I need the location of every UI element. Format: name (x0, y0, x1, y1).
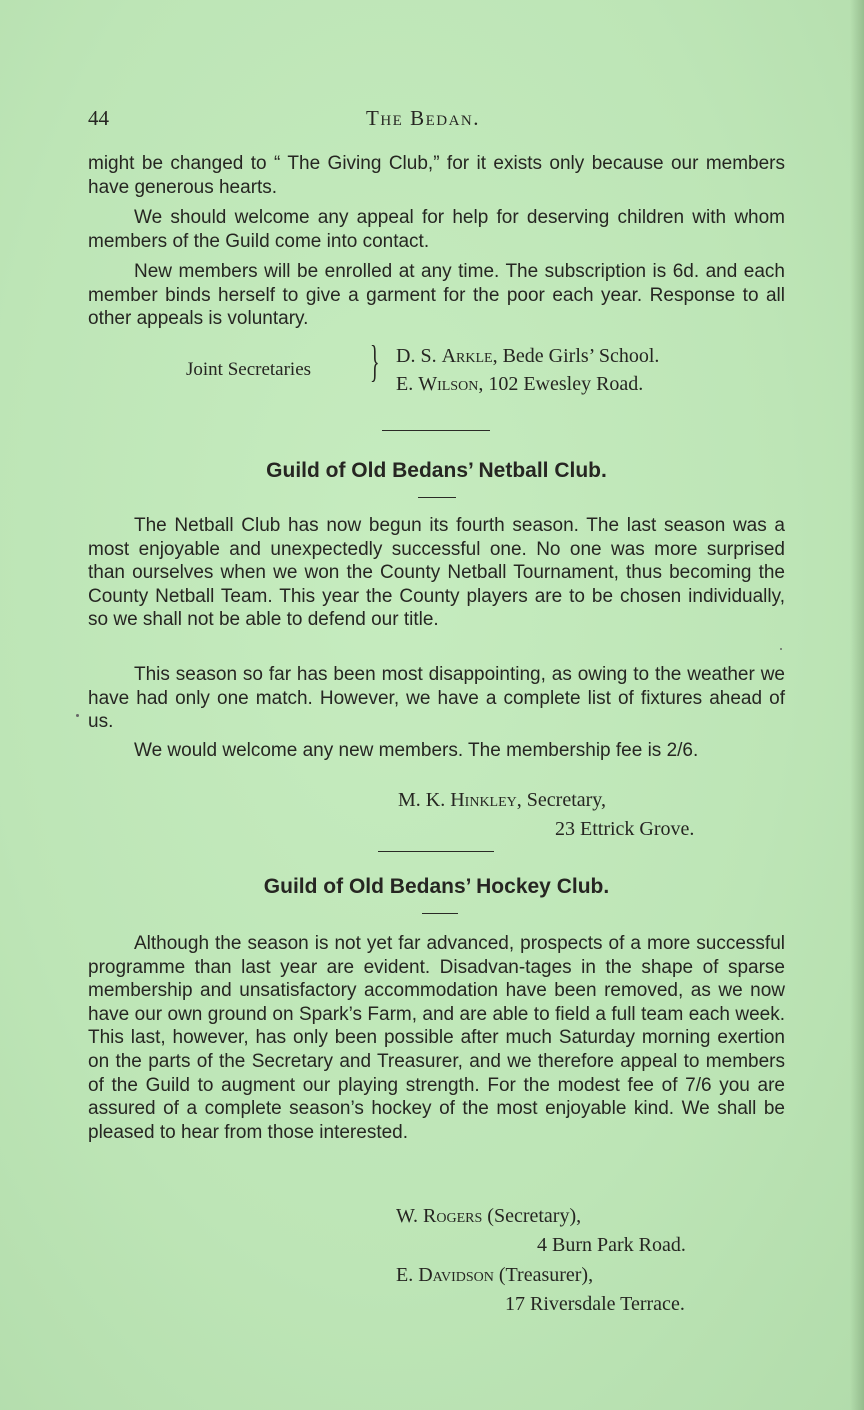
netball-secretary-name: M. K. Hinkley, Secretary, (398, 789, 606, 811)
netball-heading: Guild of Old Bedans’ Netball Club. (266, 459, 607, 482)
hockey-treasurer-name: E. Davidson (Treasurer), (396, 1264, 594, 1286)
netball-secretary-address: 23 Ettrick Grove. (555, 818, 695, 840)
paper-speck (780, 648, 782, 650)
section-divider (382, 430, 490, 431)
hockey-heading: Guild of Old Bedans’ Hockey Club. (263, 875, 610, 898)
running-title: The Bedan. (366, 106, 480, 130)
heading-underline (418, 497, 456, 498)
netball-paragraph-2: This season so far has been most disappointing, as owing to the weather we have had only one match. However, we have a complete list of fixtures ahead of us. (88, 664, 785, 733)
secretary-2: E. Wilson, 102 Ewesley Road. (396, 373, 644, 395)
netball-paragraph-3: We would welcome any new members. The membership fee is 2/6. (134, 740, 699, 761)
netball-paragraph-1: The Netball Club has now begun its fourth season. The last season was a most enjoyable and unexpectedly successful one. No one was more surprised than ourselves when we won the County Netball Tournament, thus becoming the County Netball Team. This year the County players are to be chosen individually, so we shall not be able to defend our title. (88, 515, 785, 631)
page-edge-shadow (850, 0, 864, 1410)
giving-club-paragraph-2: We should welcome any appeal for help for deserving children with whom members of the Guild come into contact. (88, 207, 785, 252)
hockey-secretary-address: 4 Burn Park Road. (537, 1234, 686, 1256)
hockey-treasurer-address: 17 Riversdale Terrace. (505, 1293, 685, 1315)
section-divider (378, 851, 494, 852)
page-number: 44 (88, 106, 109, 130)
brace-symbol: } (370, 337, 380, 386)
heading-underline (422, 913, 458, 914)
giving-club-paragraph-3: New members will be enrolled at any time. The subscription is 6d. and each member binds herself to give a garment for the poor each year. Response to all other appeals is voluntary. (88, 261, 785, 330)
giving-club-paragraph-1: might be changed to “ The Giving Club,” for it exists only because our members have generous hearts. (88, 153, 785, 198)
joint-secretaries-label: Joint Secretaries (186, 359, 312, 380)
hockey-secretary-name: W. Rogers (Secretary), (396, 1205, 582, 1227)
secretary-1: D. S. Arkle, Bede Girls’ School. (396, 345, 660, 367)
paper-speck (76, 714, 79, 717)
hockey-paragraph-1: Although the season is not yet far advanced, prospects of a more successful programme than last year are evident. Disadvan-tages in the shape of sparse membership and unsatisfactory accommodation have been removed, as we now have our own ground on Spark’s Farm, and are able to field a full team each week. This last, however, has only been possible after much Saturday morning exertion on the parts of the Secretary and Treasurer, and we therefore appeal to members of the Guild to augment our playing strength. For the modest fee of 7/6 you are assured of a complete season’s hockey of the most enjoyable kind. We shall be pleased to hear from those interested. (88, 933, 785, 1143)
